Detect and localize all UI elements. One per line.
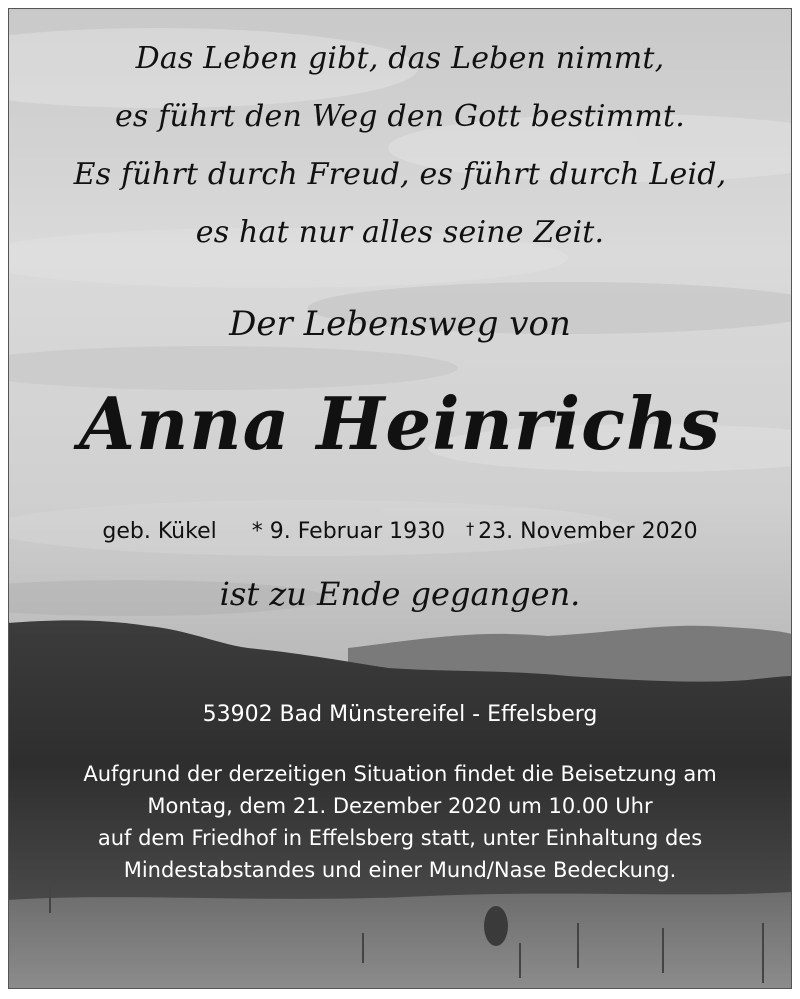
deceased-name: Anna Heinrichs (79, 381, 721, 466)
funeral-notice (0, 758, 800, 886)
notice-line: Aufgrund der derzeitigen Situation findet die Beisetzung am (83, 762, 717, 786)
poem-line: es führt den Weg den Gott bestimmt. (114, 99, 686, 134)
poem-line: Das Leben gibt, das Leben nimmt, (135, 41, 665, 76)
closing-text: ist zu Ende gegangen. (219, 575, 581, 613)
birth-symbol: * (251, 519, 263, 544)
poem-line: Es führt durch Freud, es führt durch Leid, (73, 157, 727, 192)
death-symbol: † (466, 519, 475, 538)
notice-line: Montag, dem 21. Dezember 2020 um 10.00 Uhr (147, 794, 653, 818)
intro-text: Der Lebensweg von (229, 304, 571, 344)
maiden-name: geb. Kükel (102, 519, 217, 544)
death-date: 23. November 2020 (478, 519, 698, 544)
life-dates (0, 512, 800, 549)
meadow (8, 892, 792, 989)
notice-line: Mindestabstandes und einer Mund/Nase Bedeckung. (123, 858, 677, 882)
poem (0, 30, 800, 262)
place-text: 53902 Bad Münstereifel - Effelsberg (202, 702, 598, 727)
poem-line: es hat nur alles seine Zeit. (195, 215, 605, 250)
birth-date: 9. Februar 1930 (269, 519, 446, 544)
bush (484, 906, 508, 946)
notice-line: auf dem Friedhof in Effelsberg statt, unter Einhaltung des (97, 826, 703, 850)
